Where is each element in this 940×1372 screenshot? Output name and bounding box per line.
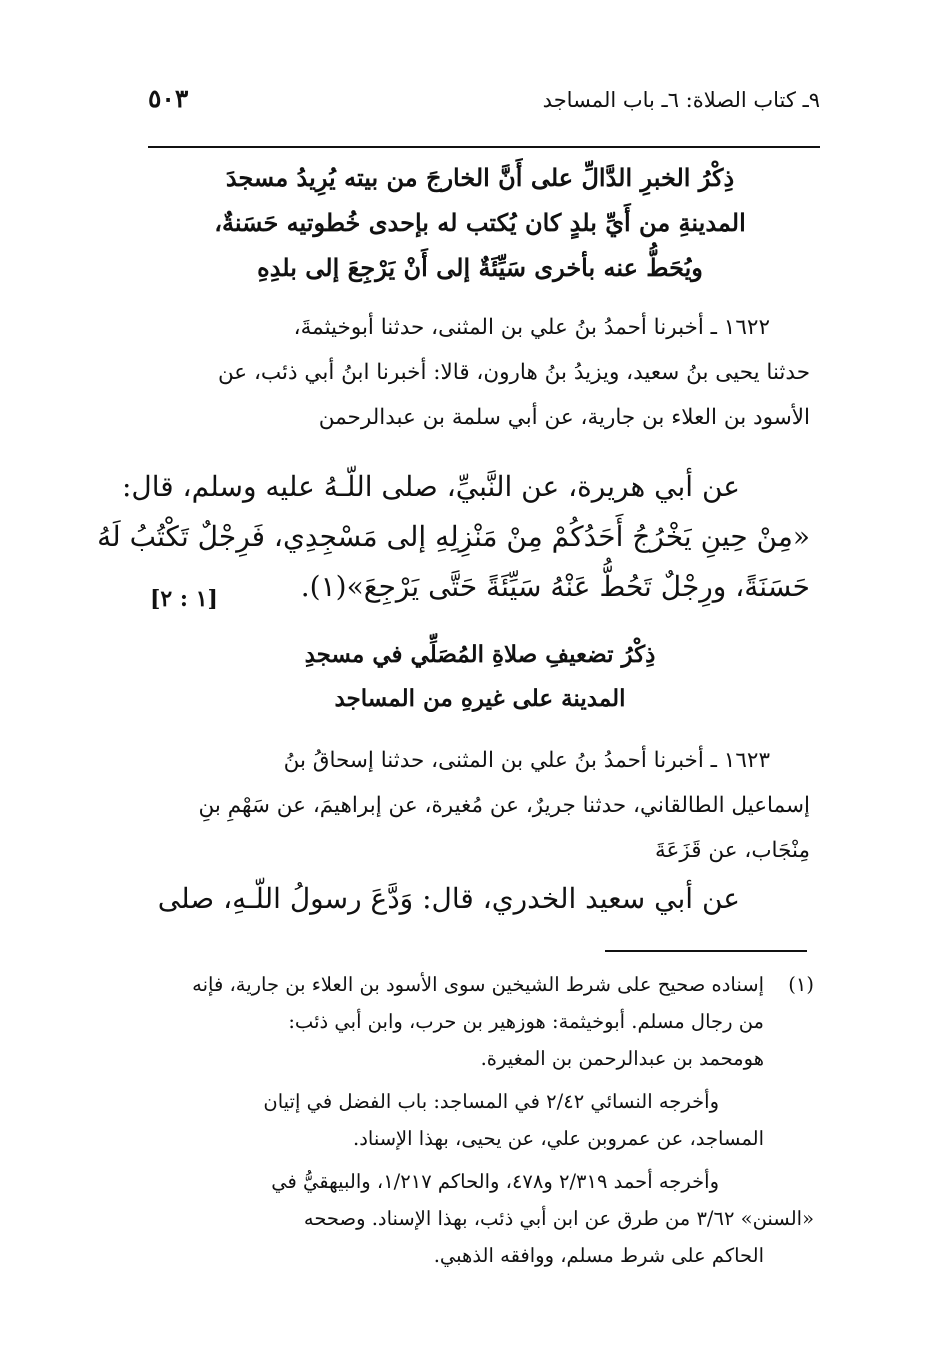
chapter-heading-2 (160, 633, 800, 721)
footnote-line: هومحمد بن عبدالرحمن بن المغيرة. (480, 1047, 764, 1070)
isnad-line: ١٦٢٢ ـ أخبرنا أحمدُ بنُ علي بن المثنى، حدثنا أبوخيثمةَ، (293, 315, 770, 340)
hadith-1622-isnad (150, 305, 810, 440)
hadith-1623-isnad (150, 738, 810, 873)
footnote-line: المساجد، عن عمروبن علي، عن يحيى، بهذا الإسناد. (353, 1127, 764, 1150)
isnad-line: حدثنا يحيى بنُ سعيد، ويزيدُ بنُ هارون، قالا: أخبرنا ابنُ أبي ذئب، عن (217, 360, 810, 385)
chapter-heading-1 (160, 155, 800, 290)
hadith-1622-matn (97, 462, 810, 612)
running-title: ٩ـ كتاب الصلاة: ٦ـ باب المساجد (542, 88, 820, 112)
isnad-line: ١٦٢٣ ـ أخبرنا أحمدُ بنُ علي بن المثنى، حدثنا إسحاقُ بنُ (283, 748, 770, 773)
footnote-paragraph-2 (150, 1083, 814, 1157)
hadith-1623-matn (150, 874, 810, 924)
footnote-rule (605, 950, 807, 952)
heading-line: المدينة على غيرهِ من المساجد (334, 685, 626, 712)
footnote-line: الحاكم على شرط مسلم، ووافقه الذهبي. (433, 1244, 764, 1267)
footnote-line: من رجال مسلم. أبوخيثمة: هوزهير بن حرب، وابن أبي ذئب: (288, 1010, 764, 1033)
matn-line: عن أبي هريرة، عن النَّبيِّ، صلى اللّـهُ عليه وسلم، قال: (121, 470, 740, 503)
page-number: ٥٠٣ (148, 84, 189, 113)
isnad-line: الأسود بن العلاء بن جارية، عن أبي سلمة بن عبدالرحمن (318, 405, 810, 430)
heading-line: المدينةِ من أَيِّ بلدٍ كان يُكتب له بإحدى خُطوتيه حَسَنةٌ، (214, 208, 746, 237)
footnote-line: وأخرجه أحمد ٢/٣١٩ و٤٧٨، والحاكم ١/٢١٧، والبيهقيُّ في (271, 1170, 719, 1193)
footnote-marker: (١) (788, 973, 814, 996)
isnad-line: مِنْجَاب، عن قَزَعَةَ (655, 838, 810, 863)
footnote-line: إسناده صحيح على شرط الشيخين سوى الأسود بن العلاء بن جارية، فإنه (192, 973, 764, 996)
footnote-paragraph-3 (150, 1163, 814, 1274)
matn-line: عن أبي سعيد الخدري، قال: وَدَّعَ رسولُ اللّـهِ، صلى (157, 882, 740, 915)
footnote-line: وأخرجه النسائي ٢/٤٢ في المساجد: باب الفضل في إتيان (263, 1090, 719, 1113)
heading-line: ذِكْرُ الخبرِ الدَّالِّ على أَنَّ الخارجَ من بيته يُرِيدُ مسجدَ (225, 163, 735, 192)
header-rule (148, 146, 820, 148)
footnote-1 (150, 966, 814, 1077)
footnote-line: «السنن» ٣/٦٢ من طرق عن ابن أبي ذئب، بهذا الإسناد. وصححه (303, 1207, 814, 1230)
heading-line: ويُحَطُّ عنه بأخرى سَيِّئَةٌ إلى أَنْ يَرْجِعَ إلى بلدِهِ (257, 253, 703, 282)
heading-line: ذِكْرُ تضعيفِ صلاةِ المُصَلِّي في مسجدِ (304, 641, 656, 668)
isnad-line: إسماعيل الطالقاني، حدثنا جريرٌ، عن مُغيرة، عن إبراهيمَ، عن سَهْمِ بنِ (198, 793, 810, 818)
matn-line: «مِنْ حِينِ يَخْرُجُ أَحَدُكُمْ مِنْ مَنْزِلِهِ إلى مَسْجِدِي، فَرِجْلٌ تَكْتُبُ لَهُ (97, 520, 810, 553)
page-header (148, 82, 820, 122)
reference-number: [١ : ٢] (150, 586, 218, 612)
matn-line: حَسَنَةً، ورِجْلٌ تَحُطُّ عَنْهُ سَيِّئَةً حَتَّى يَرْجِعَ»(١). (300, 570, 810, 603)
